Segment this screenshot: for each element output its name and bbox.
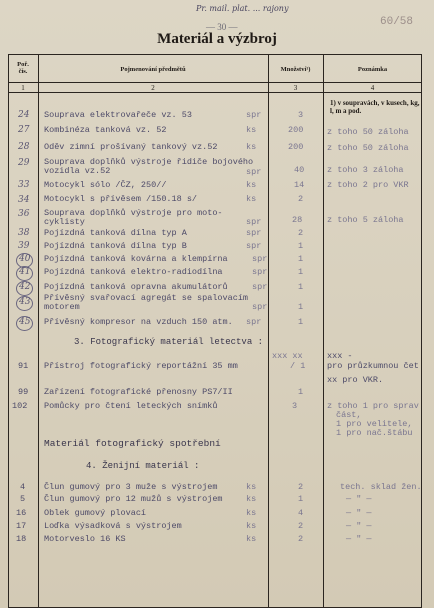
row-name: Člun gumový pro 3 muže s výstrojem [44, 482, 218, 492]
row-number: 17 [16, 521, 27, 531]
col-number: 3 [293, 84, 298, 92]
row-name: Oděv zimní prošívaný tankový vz.52 [44, 142, 218, 152]
row-unit: spr [246, 241, 262, 251]
row-note: tech. sklad žen. [340, 482, 422, 492]
row-note: z toho 5 záloha [327, 215, 404, 225]
row-qty: 4 [298, 508, 304, 518]
header-qty: Množství¹) [280, 66, 311, 73]
row-qty: 200 [288, 142, 304, 152]
row-name: Pomůcky pro čtení leteckých snímků [44, 401, 218, 411]
row-unit: ks [246, 494, 257, 504]
row-qty: 1 [298, 254, 304, 264]
row-name: Motocykl s přívěsem /150.18 s/ [44, 194, 198, 204]
row-qty: 2 [298, 521, 304, 531]
row-number: 41 [19, 267, 31, 277]
row-name: Pojízdná tanková opravna akumulátorů [44, 282, 228, 292]
row-number: 24 [18, 110, 30, 120]
row-qty: 200 [288, 125, 304, 135]
row-qty: 2 [298, 228, 304, 238]
col-number: 1 [21, 84, 25, 92]
row-qty: 1 [298, 387, 304, 397]
row-note: z toho 50 záloha [327, 143, 409, 153]
row-name-cont: vozidla vz.52 [44, 166, 111, 176]
row-number: 40 [19, 254, 31, 264]
row-unit: spr [252, 302, 268, 312]
row-note-cont: 1 pro nač.štábu [336, 428, 413, 438]
row-unit: ks [246, 521, 257, 531]
row-unit: spr [252, 254, 268, 264]
row-unit: spr [252, 282, 268, 292]
row-number: 36 [18, 209, 30, 219]
row-name: Zařízení fotografické přenosny PS7/II [44, 387, 233, 397]
row-unit: ks [246, 482, 257, 492]
row-name: Člun gumový pro 12 mužů s výstrojem [44, 494, 223, 504]
row-note: z toho 50 záloha [327, 127, 409, 137]
row-unit: ks [246, 125, 257, 135]
row-name: Pojízdná tanková kovárna a klempírna [44, 254, 228, 264]
row-number: 28 [18, 142, 30, 152]
row-note: — " — [346, 508, 372, 518]
row-qty: 3 [292, 401, 298, 411]
row-qty: xxx xx [272, 351, 303, 361]
row-name-cont: motorem [44, 302, 80, 312]
row-number: 34 [18, 195, 30, 205]
row-name: Oblek gumový plovací [44, 508, 147, 518]
row-qty: 1 [298, 302, 304, 312]
row-number: 45 [19, 317, 31, 327]
row-qty: 28 [292, 215, 303, 225]
row-note: z toho 1 pro sprav [327, 401, 419, 411]
row-number: 18 [16, 534, 27, 544]
footnote: 1) v soupravách, v kusech, kg, l, m a pod. [330, 99, 420, 115]
row-name: Pojízdná tanková dílna typ A [44, 228, 187, 238]
row-qty: 2 [298, 194, 304, 204]
row-note: — " — [346, 521, 372, 531]
row-name: Pojízdná tanková dílna typ B [44, 241, 187, 251]
header-num: Poř. čís. [17, 61, 29, 75]
row-unit: spr [246, 228, 262, 238]
row-unit: ks [246, 508, 257, 518]
header-line [8, 82, 422, 83]
row-qty: 1 [298, 317, 304, 327]
row-name: Souprava elektrovařeče vz. 53 [44, 110, 192, 120]
col-number: 2 [151, 84, 155, 92]
row-unit: ks [246, 534, 257, 544]
row-number: 16 [16, 508, 27, 518]
row-note: — " — [346, 534, 372, 544]
row-name: Pojízdná tanková elektro-radiodílna [44, 267, 223, 277]
row-qty: 1 [298, 494, 304, 504]
row-number: 99 [18, 387, 29, 397]
row-qty: 1 [298, 282, 304, 292]
row-unit: spr [246, 167, 262, 177]
row-qty: 40 [294, 165, 305, 175]
row-name: Motocykl sólo /ČZ, 250// [44, 180, 167, 190]
row-unit: spr [246, 217, 262, 227]
row-qty: 2 [298, 482, 304, 492]
header-line [8, 92, 422, 93]
row-note: — " — [346, 494, 372, 504]
page-title: Materiál a výzbroj [157, 31, 277, 47]
row-qty: 2 [298, 534, 304, 544]
row-name: Loďka výsadková s výstrojem [44, 521, 182, 531]
row-number: 39 [18, 241, 30, 251]
row-note-cont: pro průzkumnou čet [327, 361, 419, 371]
row-name: Souprava doplňků výstroje pro moto- [44, 208, 223, 218]
archive-stamp: 60/58 [380, 16, 414, 28]
row-note-cont: xx pro VKR. [327, 375, 384, 385]
row-number: 102 [12, 401, 28, 411]
row-number: 42 [19, 282, 31, 292]
row-unit: ks [246, 142, 257, 152]
row-note: z toho 3 záloha [327, 165, 404, 175]
row-number: 29 [18, 158, 30, 168]
row-unit: spr [246, 317, 262, 327]
row-qty: 1 [298, 267, 304, 277]
col-number: 4 [370, 84, 375, 92]
row-number: 5 [20, 494, 26, 504]
row-number: 38 [18, 228, 30, 238]
row-name: Přívěsný kompresor na vzduch 150 atm. [44, 317, 233, 327]
section-heading: 4. Ženijní materiál : [86, 461, 200, 471]
row-name: Kombinéza tanková vz. 52 [44, 125, 167, 135]
row-qty: 3 [298, 110, 304, 120]
row-qty: 1 [298, 241, 304, 251]
handwritten-note: Pr. mail. plat. ... rajony [196, 4, 289, 13]
row-qty: 14 [294, 180, 305, 190]
col-divider [38, 54, 39, 608]
row-note-cont: část, [336, 410, 362, 420]
row-number: 4 [20, 482, 26, 492]
row-note: z toho 2 pro VKR [327, 180, 409, 190]
header-note: Poznámka [357, 66, 388, 73]
row-unit: ks [246, 194, 257, 204]
row-number: 27 [18, 125, 30, 135]
row-note: xxx - [327, 351, 353, 361]
row-name: Přístroj fotografický reportážní 35 mm [44, 361, 238, 371]
row-number: 91 [18, 361, 29, 371]
row-unit: spr [252, 267, 268, 277]
row-unit: ks [246, 180, 257, 190]
row-name: Motorveslo 16 KS [44, 534, 126, 544]
row-name: Souprava doplňků výstroje řidiče bojového [44, 157, 254, 167]
row-note-cont: 1 pro velitele, [336, 419, 413, 429]
row-unit: spr [246, 110, 262, 120]
row-number: 33 [18, 180, 30, 190]
page-number: — 30 — [206, 22, 238, 32]
row-name: Přívěsný svařovací agregát se spalovacím [44, 293, 249, 303]
col-divider [268, 54, 269, 608]
row-qty-cont: / 1 [290, 361, 306, 371]
header-name: Pojmenování předmětů [120, 66, 186, 73]
col-divider [323, 54, 324, 608]
section-heading: 3. Fotografický materiál letectva : [74, 337, 264, 347]
row-number: 43 [19, 297, 31, 307]
section-heading: Materiál fotografický spotřební [44, 438, 221, 449]
row-name-cont: cyklisty [44, 217, 85, 227]
